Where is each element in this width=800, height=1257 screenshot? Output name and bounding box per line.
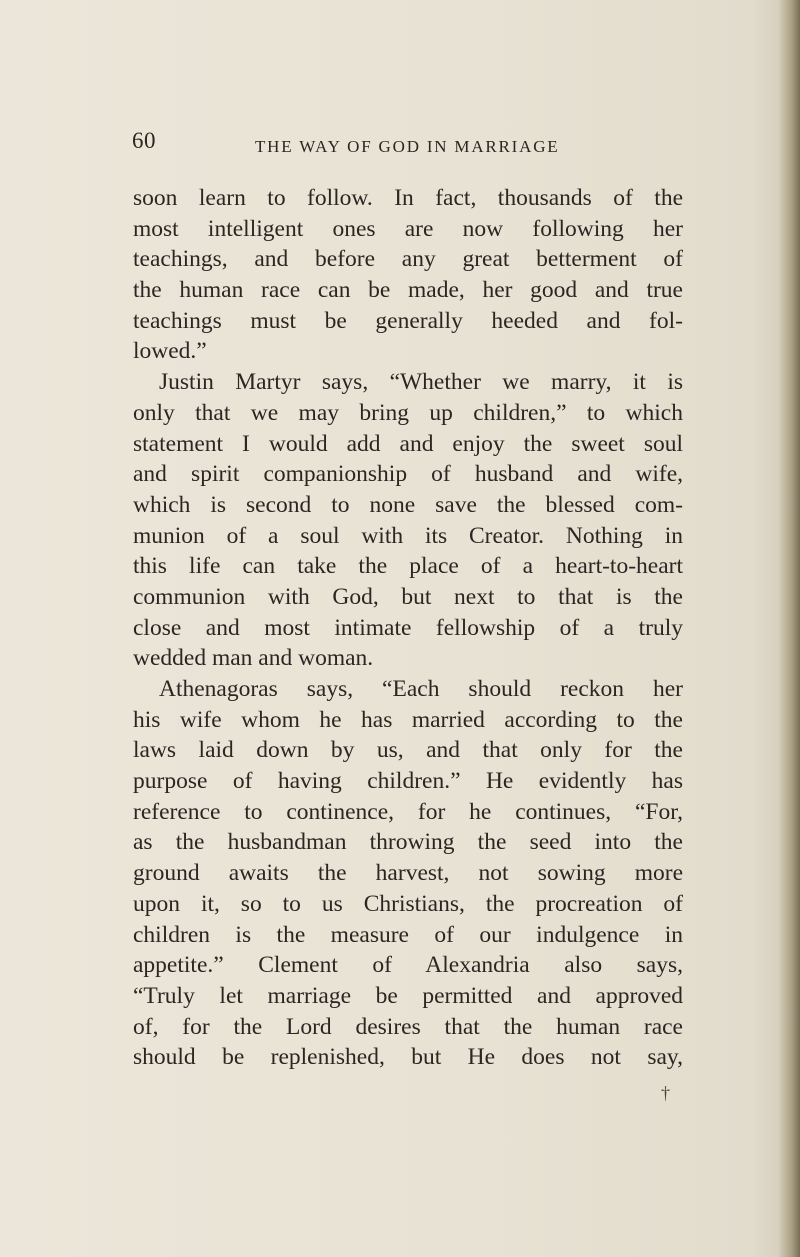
body-text: [133, 183, 683, 1073]
signature-mark: †: [661, 1083, 670, 1103]
text-line: teachings, and before any great betterment of: [133, 246, 683, 273]
text-line: munion of a soul with its Creator. Nothing in: [133, 522, 683, 549]
text-line: most intelligent ones are now following her: [133, 215, 683, 242]
text-line: close and most intimate fellowship of a truly: [133, 614, 683, 641]
text-line: only that we may bring up children,” to which: [133, 399, 683, 426]
text-line: appetite.” Clement of Alexandria also says,: [133, 952, 683, 979]
text-line: of, for the Lord desires that the human race: [133, 1013, 683, 1040]
text-line: communion with God, but next to that is the: [133, 583, 683, 610]
text-line: the human race can be made, her good and true: [133, 277, 683, 304]
text-line: teachings must be generally heeded and fol-: [133, 307, 683, 334]
text-line: Athenagoras says, “Each should reckon her: [159, 676, 683, 702]
text-line: Justin Martyr says, “Whether we marry, it is: [159, 369, 683, 396]
text-line: statement I would add and enjoy the sweet soul: [133, 430, 683, 457]
text-line: should be replenished, but He does not say,: [133, 1044, 683, 1071]
text-line: and spirit companionship of husband and wife,: [133, 461, 683, 488]
text-line: upon it, so to us Christians, the procreation of: [133, 890, 683, 917]
text-line: soon learn to follow. In fact, thousands of the: [133, 185, 683, 211]
text-line: ground awaits the harvest, not sowing more: [133, 860, 683, 887]
text-line: purpose of having children.” He evidently has: [133, 768, 683, 795]
text-line: his wife whom he has married according to the: [133, 706, 683, 733]
text-line: children is the measure of our indulgence in: [133, 921, 683, 948]
page-edge-shadow: [778, 0, 800, 1257]
text-line: wedded man and woman.: [133, 645, 374, 672]
text-line: “Truly let marriage be permitted and approved: [133, 982, 683, 1009]
text-line: reference to continence, for he continues, “For,: [133, 798, 683, 825]
text-line: this life can take the place of a heart-to-heart: [133, 553, 683, 580]
page-number: 60: [132, 128, 156, 153]
text-line: lowed.”: [133, 338, 207, 365]
text-line: laws laid down by us, and that only for the: [133, 737, 683, 764]
text-line: as the husbandman throwing the seed into the: [133, 829, 683, 856]
text-line: which is second to none save the blessed com-: [133, 491, 683, 518]
running-head: THE WAY OF GOD IN MARRIAGE: [255, 137, 560, 156]
